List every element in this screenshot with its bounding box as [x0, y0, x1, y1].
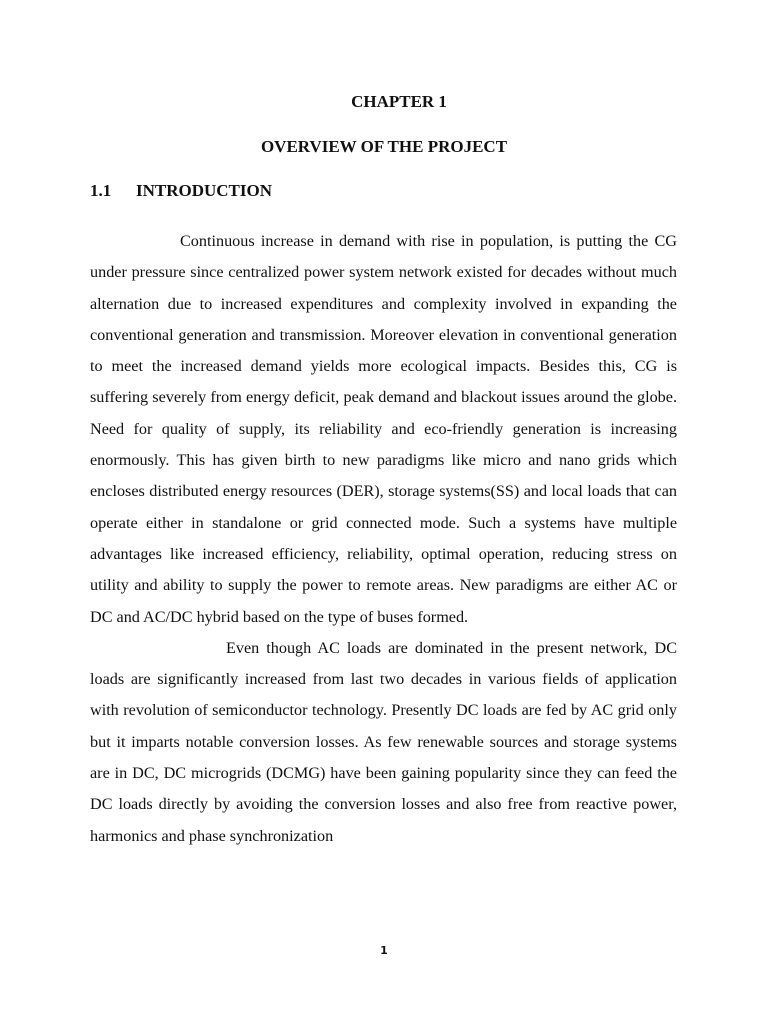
chapter-title: OVERVIEW OF THE PROJECT	[260, 137, 508, 156]
page-number: 1	[380, 944, 388, 957]
section-title: INTRODUCTION	[136, 181, 273, 200]
section-number: 1.1	[90, 181, 112, 200]
body-text	[90, 226, 677, 852]
paragraph-2: Even though AC loads are dominated in the present network, DC loads are significantly increased from last two decades in various fields of application with revolution of semiconductor technology. Presently DC loads are fed by AC grid only but it imparts notable conversion losses. As few renewable sources and storage systems are in DC, DC microgrids (DCMG) have been gaining popularity since they can feed the DC loads directly by avoiding the conversion losses and also free from reactive power, harmonics and phase synchronization	[90, 638, 677, 845]
paragraph-1: Continuous increase in demand with rise in population, is putting the CG under pressure since centralized power system network existed for decades without much alternation due to increased expenditures and complexity involved in expanding the conventional generation and transmission. Moreover elevation in conventional generation to meet the increased demand yields more ecological impacts. Besides this, CG is suffering severely from energy deficit, peak demand and blackout issues around the globe. Need for quality of supply, its reliability and eco-friendly generation is increasing enormously. This has given birth to new paradigms like micro and nano grids which encloses distributed energy resources (DER), storage systems(SS) and local loads that can operate either in standalone or grid connected mode. Such a systems have multiple advantages like increased efficiency, reliability, optimal operation, reducing stress on utility and ability to supply the power to remote areas. New paradigms are either AC or DC and AC/DC hybrid based on the type of buses formed.	[90, 232, 677, 626]
chapter-label: CHAPTER 1	[351, 92, 447, 111]
section-heading	[90, 181, 272, 201]
